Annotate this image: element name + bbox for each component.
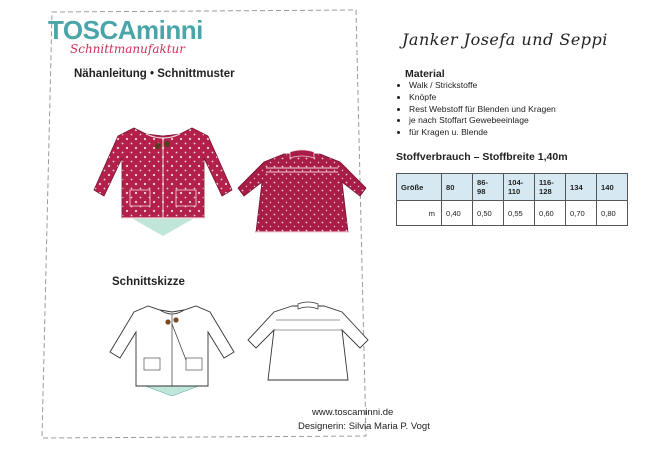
table-cell: 0,50: [473, 201, 504, 226]
table-row: [397, 201, 628, 226]
material-item: • für Kragen u. Blende: [409, 127, 556, 139]
website-link[interactable]: www.toscaminni.de: [312, 407, 394, 418]
material-item: • Knöpfe: [409, 92, 556, 104]
material-list: [395, 80, 556, 139]
table-header-cell: 140: [597, 174, 628, 201]
table-header-cell: 80: [442, 174, 473, 201]
cover-subtitle: Nähanleitung • Schnittmuster: [74, 68, 235, 80]
table-header-cell: 104- 110: [504, 174, 535, 201]
material-item: • Walk / Strickstoffe: [409, 80, 556, 92]
table-cell: 0,80: [597, 201, 628, 226]
table-cell: m: [397, 201, 442, 226]
pattern-title: Janker Josefa und Seppi: [402, 30, 608, 49]
jacket-seppi-back-illustration: [232, 148, 372, 240]
table-cell: 0,70: [566, 201, 597, 226]
jacket-front-flat-sketch: [106, 300, 238, 396]
table-header-cell: Größe: [397, 174, 442, 201]
fabric-usage-table: [396, 173, 628, 226]
table-cell: 0,55: [504, 201, 535, 226]
material-item: • je nach Stoffart Gewebeeinlage: [409, 115, 556, 127]
fabric-usage-heading: Stoffverbrauch – Stoffbreite 1,40m: [396, 151, 568, 163]
table-header-cell: 86- 98: [473, 174, 504, 201]
logo-wordmark: TOSCAminni: [48, 15, 203, 45]
material-heading: Material: [405, 68, 445, 80]
sketch-heading: Schnittskizze: [112, 276, 185, 288]
jacket-back-flat-sketch: [244, 300, 372, 388]
table-header-cell: 116- 128: [535, 174, 566, 201]
brand-logo: [48, 16, 203, 56]
logo-tagline: Schnittmanufaktur: [70, 42, 186, 56]
table-header-row: [397, 174, 628, 201]
table-cell: 0,60: [535, 201, 566, 226]
table-header-cell: 134: [566, 174, 597, 201]
designer-credit: Designerin: Silvia Maria P. Vogt: [298, 421, 430, 432]
jacket-josefa-illustration: [88, 118, 238, 238]
material-item: • Rest Webstoff für Blenden und Kragen: [409, 104, 556, 116]
table-cell: 0,40: [442, 201, 473, 226]
